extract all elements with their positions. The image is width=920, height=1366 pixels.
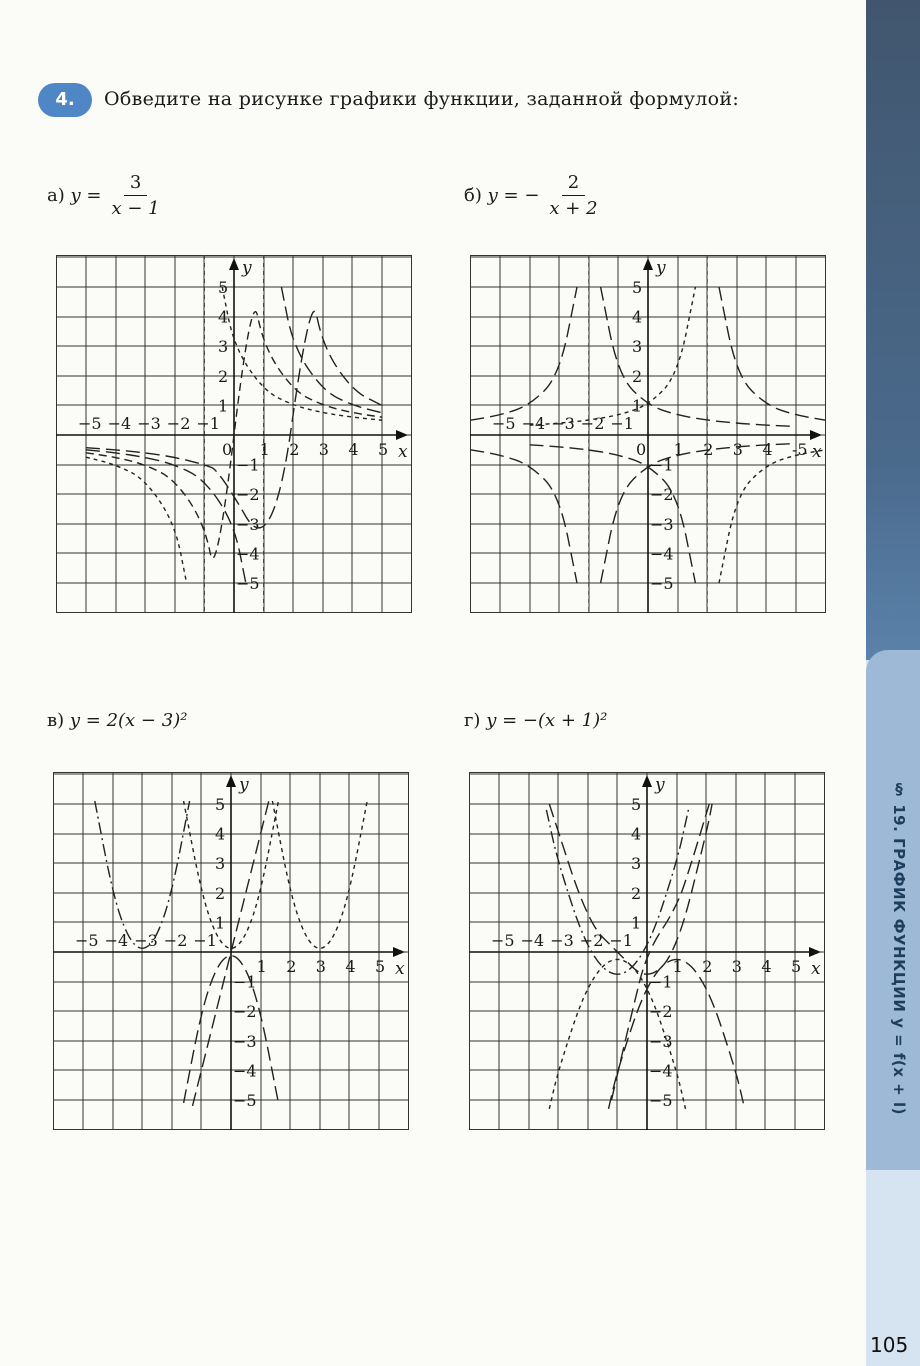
- x-tick-label: −5: [78, 414, 102, 433]
- function-curve: [470, 450, 577, 583]
- x-tick-label: −4: [520, 931, 545, 950]
- formula-expression: y = −(x + 1)²: [486, 710, 608, 731]
- y-tick-label: 3: [632, 337, 643, 357]
- x-tick-label: 3: [318, 440, 329, 459]
- formula-expression: y = 2(x − 3)²: [69, 710, 188, 731]
- x-tick-label: −3: [137, 414, 161, 433]
- y-tick-label: 2: [631, 883, 642, 903]
- graph-svg: [470, 255, 826, 613]
- formula-b: [464, 172, 608, 219]
- x-tick-label: 4: [762, 440, 773, 459]
- function-curve: [86, 457, 187, 583]
- x-tick-label: 2: [289, 440, 300, 459]
- y-tick-label: 1: [631, 913, 642, 933]
- formula-letter: а): [47, 185, 65, 206]
- x-tick-label: −4: [107, 414, 132, 433]
- y-axis-label: y: [242, 258, 252, 278]
- y-axis-label: y: [656, 258, 666, 278]
- x-tick-label: −2: [580, 414, 605, 433]
- x-tick-label: -5: [792, 440, 808, 459]
- y-axis-label: y: [239, 775, 249, 795]
- function-curve: [470, 287, 577, 420]
- x-tick-label: 5: [375, 957, 386, 976]
- x-tick-label: −1: [609, 931, 633, 950]
- graph-c: [53, 772, 409, 1130]
- x-tick-label: −5: [75, 931, 99, 950]
- x-tick-label: −5: [491, 931, 515, 950]
- y-tick-label: −3: [233, 1031, 257, 1051]
- y-tick-label: −1: [649, 972, 673, 992]
- x-axis-label: x: [398, 442, 408, 462]
- x-axis-arrow: [396, 430, 408, 440]
- y-tick-label: 5: [632, 278, 643, 297]
- formula-lhs: y =: [487, 185, 519, 206]
- y-tick-label: −1: [650, 455, 674, 475]
- formula-letter: б): [464, 185, 482, 206]
- y-tick-label: −5: [233, 1091, 257, 1110]
- y-tick-label: 2: [632, 366, 643, 386]
- y-tick-label: −3: [236, 514, 260, 534]
- y-tick-label: 5: [631, 795, 642, 814]
- x-tick-label: −1: [610, 414, 634, 433]
- x-tick-label: 2: [702, 957, 713, 976]
- y-tick-label: −3: [650, 514, 674, 534]
- y-tick-label: −2: [233, 1002, 257, 1022]
- x-tick-label: 1: [672, 957, 683, 976]
- y-tick-label: 5: [215, 795, 226, 814]
- y-tick-label: 4: [631, 824, 642, 844]
- x-tick-label: 3: [732, 440, 743, 459]
- y-axis-arrow: [226, 775, 236, 787]
- x-tick-label: 2: [286, 957, 297, 976]
- graph-a: [56, 255, 412, 613]
- page-number: 105: [870, 1333, 909, 1357]
- numerator: 2: [562, 172, 585, 196]
- y-tick-label: −5: [650, 574, 674, 593]
- y-tick-label: −4: [650, 544, 674, 564]
- x-tick-label: 4: [348, 440, 359, 459]
- chapter-title: § 19. ГРАФИК ФУНКЦИИ y = f(x + l): [890, 780, 908, 1115]
- graph-b: [470, 255, 826, 613]
- x-tick-label: −3: [551, 414, 575, 433]
- x-tick-label: 3: [315, 957, 326, 976]
- x-tick-label: −4: [521, 414, 546, 433]
- y-tick-label: −1: [233, 972, 257, 992]
- x-axis-label: x: [395, 959, 405, 979]
- x-tick-label: −1: [193, 931, 217, 950]
- x-axis-label: x: [812, 442, 822, 462]
- x-tick-label: 4: [761, 957, 772, 976]
- x-axis-arrow: [810, 430, 822, 440]
- function-curve: [719, 287, 826, 420]
- y-tick-label: 4: [215, 824, 226, 844]
- side-tab-dark-band: [866, 0, 920, 660]
- x-tick-label: −2: [163, 931, 188, 950]
- x-tick-label: 1: [673, 440, 684, 459]
- y-tick-label: 1: [632, 396, 643, 416]
- x-tick-label: −3: [134, 931, 158, 950]
- y-tick-label: −2: [236, 485, 260, 505]
- formula-sign: −: [524, 185, 540, 206]
- x-tick-label: 2: [703, 440, 714, 459]
- y-tick-label: −4: [233, 1061, 257, 1081]
- x-tick-label: −3: [550, 931, 574, 950]
- formula-d: [464, 710, 607, 731]
- formula-lhs: y =: [70, 185, 102, 206]
- y-tick-label: −1: [236, 455, 260, 475]
- y-tick-label: −5: [236, 574, 260, 593]
- x-tick-label: 3: [731, 957, 742, 976]
- y-tick-label: 1: [218, 396, 229, 416]
- x-axis-arrow: [393, 947, 405, 957]
- denominator: x − 1: [111, 198, 160, 219]
- y-axis-arrow: [642, 775, 652, 787]
- x-tick-label: 0: [636, 440, 647, 459]
- x-axis-arrow: [809, 947, 821, 957]
- x-tick-label: −1: [196, 414, 220, 433]
- x-tick-label: 1: [256, 957, 267, 976]
- function-curve: [86, 450, 246, 583]
- y-axis-label: y: [655, 775, 665, 795]
- x-tick-label: 5: [791, 957, 802, 976]
- x-tick-label: 5: [378, 440, 389, 459]
- y-tick-label: 1: [215, 913, 226, 933]
- y-tick-label: 4: [218, 307, 229, 327]
- y-tick-label: −3: [649, 1031, 673, 1051]
- denominator: x + 2: [549, 198, 598, 219]
- fraction: [543, 172, 603, 219]
- y-tick-label: 3: [215, 854, 226, 874]
- formula-a: [47, 172, 170, 219]
- formula-c: [47, 710, 187, 731]
- y-tick-label: 2: [218, 366, 229, 386]
- y-tick-label: 4: [632, 307, 643, 327]
- x-tick-label: 4: [345, 957, 356, 976]
- formula-letter: г): [464, 710, 481, 731]
- x-tick-label: −4: [104, 931, 129, 950]
- y-tick-label: −4: [236, 544, 260, 564]
- y-axis-arrow: [229, 258, 239, 270]
- function-curve: [719, 450, 826, 583]
- formula-letter: в): [47, 710, 65, 731]
- y-tick-label: 5: [218, 278, 229, 297]
- y-tick-label: −4: [649, 1061, 673, 1081]
- graph-d: [469, 772, 825, 1130]
- x-tick-label: −5: [492, 414, 516, 433]
- task-number-badge: 4.: [38, 83, 92, 117]
- graph-svg: [56, 255, 412, 613]
- chapter-side-tab: [866, 0, 920, 1366]
- y-tick-label: −2: [650, 485, 674, 505]
- y-tick-label: 3: [631, 854, 642, 874]
- numerator: 3: [124, 172, 147, 196]
- y-tick-label: 3: [218, 337, 229, 357]
- y-axis-arrow: [643, 258, 653, 270]
- graph-svg: [469, 772, 825, 1130]
- y-tick-label: −5: [649, 1091, 673, 1110]
- fraction: [105, 172, 165, 219]
- x-tick-label: −2: [166, 414, 191, 433]
- function-curve: [530, 287, 696, 425]
- y-tick-label: 2: [215, 883, 226, 903]
- x-tick-label: 0: [222, 440, 233, 459]
- x-tick-label: 1: [259, 440, 270, 459]
- x-axis-label: x: [811, 959, 821, 979]
- graph-svg: [53, 772, 409, 1130]
- y-tick-label: −2: [649, 1002, 673, 1022]
- task-instruction: Обведите на рисунке графики функции, заданной формулой:: [104, 88, 740, 110]
- x-tick-label: −2: [579, 931, 604, 950]
